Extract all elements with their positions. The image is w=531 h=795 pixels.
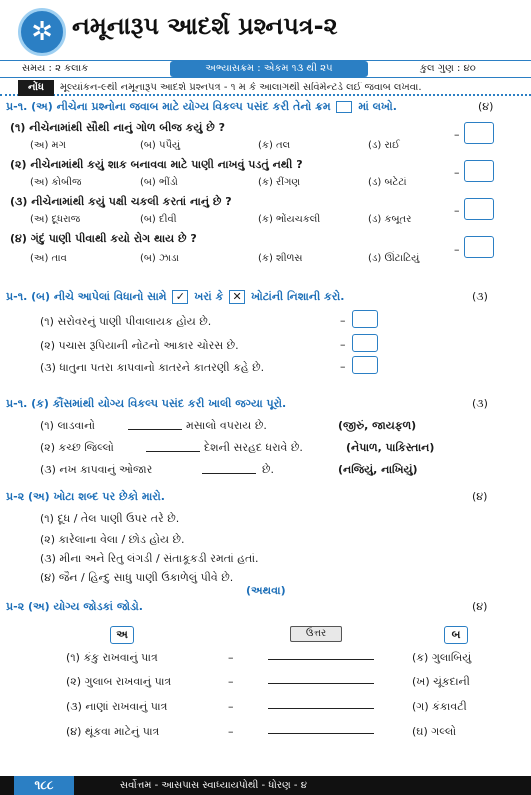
q1b-heading <box>6 290 344 304</box>
answer-box-3[interactable] <box>464 198 494 220</box>
dash: – <box>228 675 234 688</box>
q1b-item-2: (૨) પચાસ રૂપિયાની નોટનો આકાર ચોરસ છે. <box>40 339 239 352</box>
q1a-q3-opt-c: (ક) ભોંયચકલી <box>258 214 321 225</box>
tf-box-2[interactable] <box>352 334 378 352</box>
answer-column-header: ઉત્તર <box>290 626 342 642</box>
dash: – <box>454 204 460 217</box>
q1a-q1-opt-d: (ડ) રાઈ <box>368 140 400 151</box>
q1a-heading <box>6 100 476 114</box>
blank-line[interactable] <box>128 429 182 430</box>
q1c-marks: (૩) <box>472 397 488 410</box>
column-a-header: અ <box>110 626 134 644</box>
dash: – <box>228 725 234 738</box>
q1c-item-1-opts: (જીરું, જાયફળ) <box>338 419 417 432</box>
q2a-marks: (૪) <box>472 490 488 503</box>
q2a-item-2: (૨) કારેલાના વેલા / છોડ હોય છે. <box>40 533 185 546</box>
page-number: ૧૮૮ <box>14 776 74 795</box>
q1a-q2-opt-b: (બ) ભીંડો <box>140 177 178 188</box>
dash: – <box>340 314 346 327</box>
answer-box-sample <box>336 101 352 113</box>
q1c-item-2-post: દેશની સરહદ ધરાવે છે. <box>204 441 303 454</box>
total-marks: કુલ ગુણ : ૪૦ <box>420 63 476 74</box>
q1a-q1-opt-c: (ક) તલ <box>258 140 291 151</box>
q1a-heading-tail: માં લખો. <box>358 100 397 113</box>
q1c-item-3-opts: (નજિયું, નાખિયું) <box>338 463 418 476</box>
q1c-item-3-pre: (૩) નખ કાપવાનું ઓજાર <box>40 463 153 476</box>
logo-badge <box>18 8 66 56</box>
q1a-q4: (૪) ગંદું પાણી પીવાથી કયો રોગ થાય છે ? <box>10 232 197 245</box>
q1a-q3-opt-b: (બ) દીવી <box>140 214 177 225</box>
q1a-q4-opt-b: (બ) ઝાડા <box>140 253 179 264</box>
q1b-marks: (૩) <box>472 290 488 303</box>
q2-match-marks: (૪) <box>472 600 488 613</box>
q1a-q3-opt-a: (અ) દૂધરાજ <box>30 214 81 225</box>
q1c-item-2-opts: (નેપાળ, પાકિસ્તાન) <box>346 441 435 454</box>
dash: – <box>228 700 234 713</box>
q2a-item-1: (૧) દૂધ / તેલ પાણી ઉપર તરે છે. <box>40 512 180 525</box>
answer-box-4[interactable] <box>464 236 494 258</box>
q2a-item-4: (૪) જૈન / હિન્દુ સાધુ પાણી ઉકાળેલું પીવે છે. <box>40 571 234 584</box>
q1a-q4-opt-a: (અ) તાવ <box>30 253 67 264</box>
dash: – <box>228 651 234 664</box>
blank-line[interactable] <box>146 451 200 452</box>
cross-icon: ✕ <box>229 290 245 304</box>
q1b-heading-pre: પ્ર-૧. (બ) નીચે આપેલાં વિધાનો સામે <box>6 290 167 303</box>
q1c-item-3-post: છે. <box>262 463 274 476</box>
match-a-2: (૨) ગુલાબ રાખવાનું પાત્ર <box>66 675 172 688</box>
q2a-item-3: (૩) મીના અને રિતુ લંગડી / સંતાકૂકડી રમતાં હતાં. <box>40 552 259 565</box>
q1a-q1-opt-b: (બ) પપૈયું <box>140 140 181 151</box>
q1a-q4-opt-c: (ક) શીળસ <box>258 253 303 264</box>
match-answer-line-2[interactable] <box>268 683 374 684</box>
match-answer-line-4[interactable] <box>268 733 374 734</box>
time-label: સમય : ૨ કલાક <box>22 63 89 74</box>
match-a-1: (૧) કંકુ રાખવાનું પાત્ર <box>66 651 158 664</box>
match-answer-line-1[interactable] <box>268 659 374 660</box>
footer-text: સર્વોત્તમ - આસપાસ સ્વાધ્યાયપોથી - ધોરણ - ૪ <box>120 780 307 791</box>
q1a-q3: (૩) નીચેનામાંથી કયું પક્ષી ચકલી કરતાં નાનું છે ? <box>10 195 232 208</box>
dash: – <box>340 338 346 351</box>
column-b-header: બ <box>444 626 468 644</box>
q1a-q1: (૧) નીચેનામાંથી સૌથી નાનું ગોળ બીજ કયું છે ? <box>10 121 225 134</box>
answer-box-1[interactable] <box>464 122 494 144</box>
dash: – <box>454 128 460 141</box>
q1a-q2-opt-c: (ક) રીંગણ <box>258 177 301 188</box>
answer-box-2[interactable] <box>464 160 494 182</box>
tf-box-1[interactable] <box>352 310 378 328</box>
note-tag: નોંધ <box>18 80 54 96</box>
match-a-4: (૪) થૂંકવા માટેનું પાત્ર <box>66 725 160 738</box>
q1b-heading-tail: ખોટાંની નિશાની કરો. <box>250 290 345 303</box>
match-b-4: (ઘ) ગલ્લો <box>412 725 457 738</box>
q1c-item-1-post: મસાલો વપરાય છે. <box>186 419 267 432</box>
q1a-q2-opt-d: (ડ) બટેટાં <box>368 177 407 188</box>
match-b-2: (ખ) ચૂંકદાની <box>412 675 470 688</box>
q1a-heading-text: પ્ર-૧. (અ) નીચેના પ્રશ્નોના જવાબ માટે યોગ્ય વિકલ્પ પસંદ કરી તેનો ક્રમ <box>6 100 331 113</box>
q1b-heading-mid: ખરાં કે <box>194 290 224 303</box>
syllabus-pill: અભ્યાસક્રમ : એકમ ૧૩ થી ૨૫ <box>170 61 368 77</box>
dash: – <box>454 166 460 179</box>
q1a-q3-opt-d: (ડ) કબૂતર <box>368 214 412 225</box>
snowflake-icon: ✲ <box>31 17 53 47</box>
or-label: (અથવા) <box>246 584 286 597</box>
q2-match-heading: પ્ર-૨ (અ) યોગ્ય જોડકાં જોડો. <box>6 600 143 613</box>
match-a-3: (૩) નાણાં રાખવાનું પાત્ર <box>66 700 168 713</box>
dash: – <box>340 360 346 373</box>
note-text: મૂલ્યાંકન-૯થી નમૂનારૂપ આદર્શ પ્રશ્નપત્ર - ૧ મ કે આલાગથી સવિમેન્ટર્ડ લઈ જવાબ લખવા. <box>60 82 422 93</box>
q1a-q4-opt-d: (ડ) ઊંટાટિયું <box>368 253 420 264</box>
page-title: નમૂનારૂપ આદર્શ પ્રશ્નપત્ર-૨ <box>72 12 338 40</box>
q1c-heading: પ્ર-૧. (ક) કૌંસમાંથી યોગ્ય વિકલ્પ પસંદ કરી ખાલી જગ્યા પૂરો. <box>6 397 287 410</box>
blank-line[interactable] <box>202 473 256 474</box>
q1a-q1-opt-a: (અ) મગ <box>30 140 66 151</box>
q1a-marks: (૪) <box>478 100 494 113</box>
match-b-1: (ક) ગુલાબિયું <box>412 651 472 664</box>
q1b-item-3: (૩) ધાતુના પતરા કાપવાનો કાતરને કાતરણી કહે છે. <box>40 361 265 374</box>
q1b-item-1: (૧) સરોવરનું પાણી પીવાલાયક હોય છે. <box>40 315 212 328</box>
match-answer-line-3[interactable] <box>268 708 374 709</box>
q1a-q2-opt-a: (અ) કોબીજ <box>30 177 82 188</box>
q1c-item-2-pre: (૨) કચ્છ જિલ્લો <box>40 441 114 454</box>
tf-box-3[interactable] <box>352 356 378 374</box>
tick-icon: ✓ <box>172 290 188 304</box>
dash: – <box>454 243 460 256</box>
q1c-item-1-pre: (૧) લાડવાનો <box>40 419 96 432</box>
q2a-heading: પ્ર-૨ (અ) ખોટા શબ્દ પર છેકો મારો. <box>6 490 165 503</box>
q1a-q2: (૨) નીચેનામાંથી કયું શાક બનાવવા માટે પાણી નાખવું પડતું નથી ? <box>10 158 303 171</box>
match-b-3: (ગ) કંકાવટી <box>412 700 467 713</box>
